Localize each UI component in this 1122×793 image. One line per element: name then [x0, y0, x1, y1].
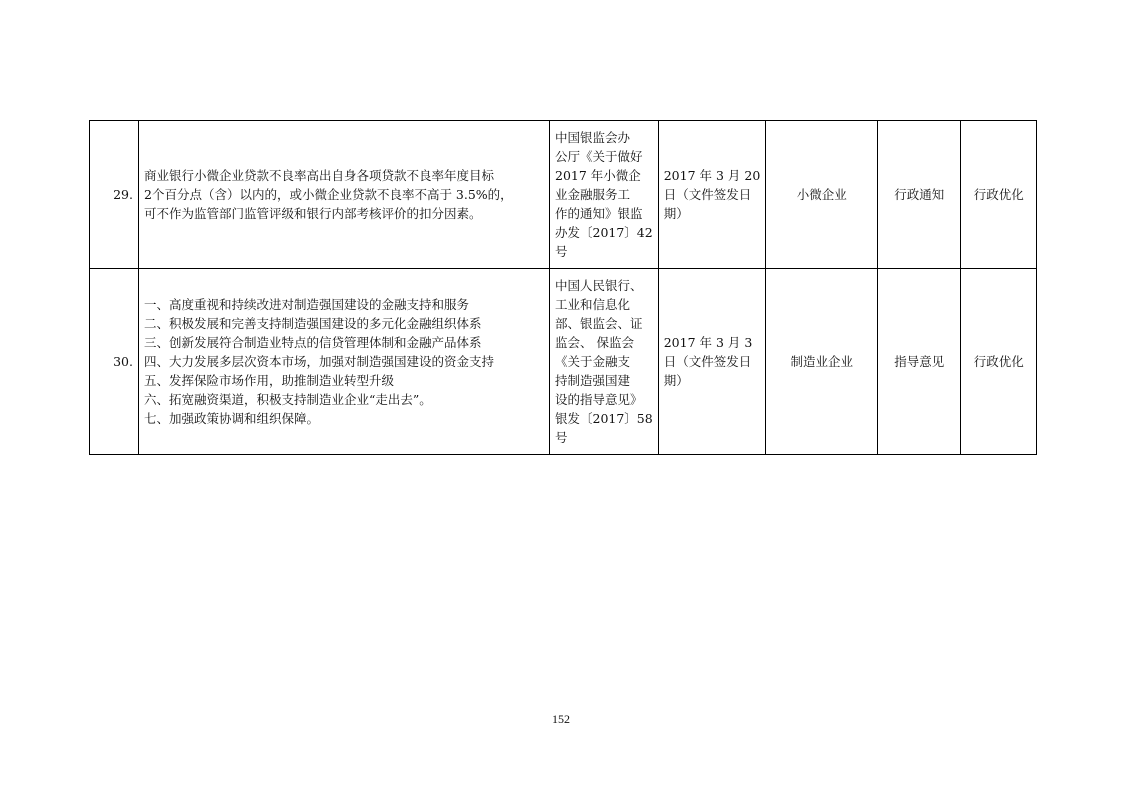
target-cell: 制造业企业: [766, 269, 878, 455]
policy-source-cell: [550, 121, 659, 269]
issue-date-line: 日（文件签发日: [663, 354, 752, 369]
policy-content-line: 2个百分点（含）以内的，或小微企业贷款不良率不高于 3.5%的，: [144, 187, 513, 202]
table-row: [90, 121, 1037, 269]
policy-content-line: 五、发挥保险市场作用，助推制造业转型升级: [144, 373, 395, 388]
effect-cell: 行政优化: [961, 269, 1037, 455]
policy-content-line: 二、积极发展和完善支持制造强国建设的多元化金融组织体系: [144, 316, 482, 331]
issue-date-line: 2017 年 3 月 3: [663, 335, 753, 350]
policy-content-line: 四、大力发展多层次资本市场，加强对制造强国建设的资金支持: [144, 354, 495, 369]
policy-source-line: 设的指导意见》: [555, 392, 643, 407]
policy-content-line: 一、高度重视和持续改进对制造强国建设的金融支持和服务: [144, 297, 470, 312]
policy-source-line: 作的通知》银监: [555, 206, 643, 221]
issue-date-line: 日（文件签发日: [663, 187, 752, 202]
issue-date-line: 2017 年 3 月 20: [663, 168, 761, 183]
policy-source-line: 工业和信息化: [555, 297, 631, 312]
policy-source-line: 公厅《关于做好: [555, 149, 643, 164]
policy-content-cell: [139, 269, 550, 455]
table-row: [90, 269, 1037, 455]
issue-date-line: 期）: [663, 373, 689, 388]
policy-source-line: 2017 年小微企: [555, 168, 641, 183]
policy-source-cell: [550, 269, 659, 455]
target-cell: 小微企业: [766, 121, 878, 269]
policy-source-line: 办发〔2017〕42: [555, 225, 653, 240]
effect-cell: 行政优化: [961, 121, 1037, 269]
policy-content-cell: [139, 121, 550, 269]
policy-content-line: 七、加强政策协调和组织保障。: [144, 411, 320, 426]
page-number: 152: [552, 712, 570, 726]
policy-content-line: 六、拓宽融资渠道，积极支持制造业企业“走出去”。: [144, 392, 432, 407]
issue-date-cell: [658, 269, 766, 455]
policy-source-line: 部、银监会、证: [555, 316, 643, 331]
row-number: 29.: [90, 121, 139, 269]
policy-source-line: 中国银监会办: [555, 130, 631, 145]
policy-source-line: 中国人民银行、: [555, 278, 643, 293]
policy-source-line: 《关于金融支: [555, 354, 631, 369]
policy-source-line: 号: [555, 430, 568, 445]
policy-content-line: 可不作为监管部门监管评级和银行内部考核评价的扣分因素。: [144, 206, 482, 221]
doc-type-cell: 指导意见: [878, 269, 961, 455]
issue-date-cell: [658, 121, 766, 269]
policy-source-line: 业金融服务工: [555, 187, 631, 202]
policy-content-line: 商业银行小微企业贷款不良率高出自身各项贷款不良率年度目标: [144, 168, 495, 183]
policy-table: [89, 120, 1037, 455]
issue-date-line: 期）: [663, 206, 689, 221]
doc-type-cell: 行政通知: [878, 121, 961, 269]
policy-source-line: 监会、 保监会: [555, 335, 634, 350]
row-number: 30.: [90, 269, 139, 455]
policy-content-line: 三、创新发展符合制造业特点的信贷管理体制和金融产品体系: [144, 335, 482, 350]
policy-source-line: 号: [555, 244, 568, 259]
policy-source-line: 银发〔2017〕58: [555, 411, 653, 426]
policy-source-line: 持制造强国建: [555, 373, 631, 388]
